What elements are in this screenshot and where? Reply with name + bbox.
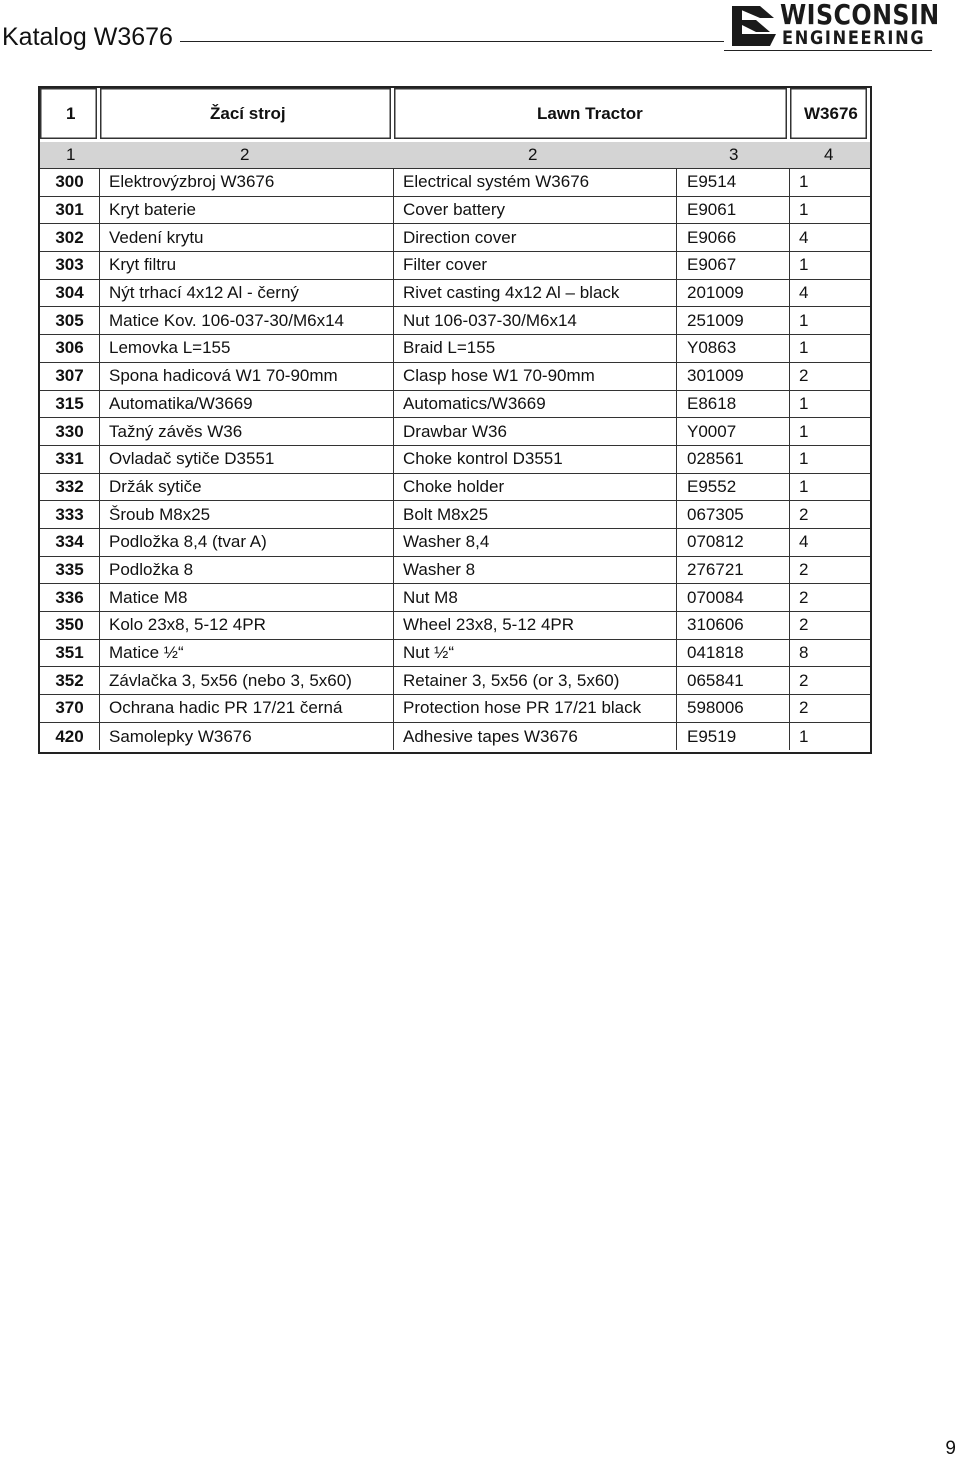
- part-code-cell: 310606: [677, 612, 790, 640]
- column-number: 2: [100, 142, 394, 169]
- position-cell: 330: [40, 418, 100, 446]
- table-row: [40, 169, 870, 197]
- quantity-cell: 1: [799, 726, 809, 746]
- quantity-cell: 8: [790, 640, 870, 668]
- parts-table: [40, 88, 870, 750]
- quantity-cell: 2: [790, 584, 870, 612]
- english-name-cell: Nut M8: [394, 584, 677, 612]
- quantity-cell: 1: [790, 252, 870, 280]
- position-cell: 370: [40, 695, 100, 723]
- english-name-cell: Automatics/W3669: [394, 391, 677, 419]
- czech-name-cell: Automatika/W3669: [100, 391, 394, 419]
- table-row: [40, 667, 870, 695]
- position-cell: 350: [40, 612, 100, 640]
- column-number: 2: [394, 142, 677, 169]
- part-code-cell: Y0863: [677, 335, 790, 363]
- part-code-cell: 201009: [677, 280, 790, 308]
- english-name-cell: Direction cover: [394, 224, 677, 252]
- czech-name-cell: Podložka 8,4 (tvar A): [100, 529, 394, 557]
- czech-name-cell: Podložka 8: [100, 557, 394, 585]
- table-row: [40, 335, 870, 363]
- part-code-cell: E9066: [677, 224, 790, 252]
- part-code-cell: 301009: [677, 363, 790, 391]
- part-code-cell: 276721: [677, 557, 790, 585]
- czech-name-cell: Kryt baterie: [100, 197, 394, 225]
- table-row: [40, 307, 870, 335]
- quantity-cell: 2: [790, 695, 870, 723]
- position-cell: 301: [40, 197, 100, 225]
- page-header: [0, 0, 960, 60]
- column-number-row: [40, 142, 870, 169]
- position-cell: 333: [40, 501, 100, 529]
- part-code-cell: 598006: [677, 695, 790, 723]
- part-code-cell: E8618: [677, 391, 790, 419]
- table-row: [40, 640, 870, 668]
- company-logo: [730, 0, 940, 50]
- table-row: [40, 695, 870, 723]
- czech-name-cell: Kryt filtru: [100, 252, 394, 280]
- quantity-cell: 2: [790, 501, 870, 529]
- english-name-cell: Retainer 3, 5x56 (or 3, 5x60): [394, 667, 677, 695]
- quantity-cell: 1: [790, 197, 870, 225]
- column-number: 4: [790, 142, 870, 169]
- table-title-row: [40, 88, 870, 142]
- english-name-cell: Washer 8,4: [394, 529, 677, 557]
- position-cell: 336: [40, 584, 100, 612]
- english-name-cell: Bolt M8x25: [394, 501, 677, 529]
- page-number: 9: [945, 1438, 956, 1459]
- czech-name-cell: Matice ½“: [100, 640, 394, 668]
- czech-name-cell: Kolo 23x8, 5-12 4PR: [100, 612, 394, 640]
- title-czech: Žací stroj: [100, 88, 394, 142]
- header-rule-right: [724, 50, 932, 51]
- part-code-cell: E9061: [677, 197, 790, 225]
- quantity-cell: 4: [790, 529, 870, 557]
- table-row: [40, 612, 870, 640]
- logo-text-primary: WISCONSIN: [780, 0, 940, 31]
- table-row: [40, 391, 870, 419]
- english-name-cell: Rivet casting 4x12 Al – black: [394, 280, 677, 308]
- quantity-cell: 1: [790, 335, 870, 363]
- position-cell: 306: [40, 335, 100, 363]
- english-name-cell: Protection hose PR 17/21 black: [394, 695, 677, 723]
- logo-text-secondary: ENGINEERING: [782, 27, 926, 49]
- czech-name-cell: Matice M8: [100, 584, 394, 612]
- part-code-cell: 251009: [677, 307, 790, 335]
- english-name-cell: Drawbar W36: [394, 418, 677, 446]
- title-english: Lawn Tractor: [394, 88, 790, 142]
- english-name-cell: Choke kontrol D3551: [394, 446, 677, 474]
- table-row: [40, 529, 870, 557]
- part-code-cell: 067305: [677, 501, 790, 529]
- column-number: 3: [677, 142, 790, 169]
- czech-name-cell: Vedení krytu: [100, 224, 394, 252]
- table-row: [40, 252, 870, 280]
- position-cell: 420: [40, 723, 100, 751]
- table-row: [40, 446, 870, 474]
- english-name-cell: Braid L=155: [394, 335, 677, 363]
- position-cell: 302: [40, 224, 100, 252]
- english-name-cell: Washer 8: [394, 557, 677, 585]
- position-cell: 335: [40, 557, 100, 585]
- czech-name-cell: Samolepky W3676: [100, 723, 394, 751]
- english-name-cell: Electrical systém W3676: [394, 169, 677, 197]
- header-rule: [180, 41, 724, 42]
- table-row: [40, 501, 870, 529]
- title-position: 1: [40, 88, 100, 142]
- table-row: [40, 584, 870, 612]
- quantity-cell: 1: [790, 446, 870, 474]
- czech-name-cell: Nýt trhací 4x12 Al - černý: [100, 280, 394, 308]
- czech-name-cell: Šroub M8x25: [100, 501, 394, 529]
- table-row: [40, 197, 870, 225]
- position-cell: 303: [40, 252, 100, 280]
- position-cell: 334: [40, 529, 100, 557]
- column-number: 1: [40, 142, 100, 169]
- table-row: [40, 418, 870, 446]
- table-row: [40, 224, 870, 252]
- quantity-cell: 1: [790, 169, 870, 197]
- english-name-cell: Nut ½“: [394, 640, 677, 668]
- document-title: Katalog W3676: [2, 23, 173, 51]
- czech-name-cell: Držák sytiče: [100, 474, 394, 502]
- position-cell: 352: [40, 667, 100, 695]
- part-code-cell: 070084: [677, 584, 790, 612]
- part-code-cell: E9067: [677, 252, 790, 280]
- quantity-cell: 1: [790, 307, 870, 335]
- part-code-cell: E9514: [677, 169, 790, 197]
- position-cell: 304: [40, 280, 100, 308]
- part-code-cell: Y0007: [677, 418, 790, 446]
- table-row: [40, 557, 870, 585]
- czech-name-cell: Ovladač sytiče D3551: [100, 446, 394, 474]
- czech-name-cell: Tažný závěs W36: [100, 418, 394, 446]
- table-row: [40, 474, 870, 502]
- position-cell: 331: [40, 446, 100, 474]
- quantity-cell: 2: [790, 363, 870, 391]
- quantity-cell: 2: [790, 612, 870, 640]
- quantity-cell: 1: [790, 391, 870, 419]
- quantity-cell: 1: [790, 474, 870, 502]
- position-cell: 351: [40, 640, 100, 668]
- part-code-cell: 028561: [677, 446, 790, 474]
- czech-name-cell: Elektrovýzbroj W3676: [100, 169, 394, 197]
- position-cell: 307: [40, 363, 100, 391]
- english-name-cell: Filter cover: [394, 252, 677, 280]
- table-row: [40, 723, 870, 751]
- quantity-cell: 1: [790, 418, 870, 446]
- position-cell: 315: [40, 391, 100, 419]
- position-cell: 332: [40, 474, 100, 502]
- part-code-cell: 041818: [677, 640, 790, 668]
- czech-name-cell: Spona hadicová W1 70-90mm: [100, 363, 394, 391]
- english-name-cell: Nut 106-037-30/M6x14: [394, 307, 677, 335]
- czech-name-cell: Závlačka 3, 5x56 (nebo 3, 5x60): [100, 667, 394, 695]
- english-name-cell: Wheel 23x8, 5-12 4PR: [394, 612, 677, 640]
- table-row: [40, 363, 870, 391]
- part-code-cell: E9552: [677, 474, 790, 502]
- part-code-cell: 065841: [677, 667, 790, 695]
- quantity-cell: 4: [790, 280, 870, 308]
- title-model: W3676: [790, 88, 870, 142]
- position-cell: 300: [40, 169, 100, 197]
- english-name-cell: Choke holder: [394, 474, 677, 502]
- quantity-cell: 2: [790, 557, 870, 585]
- english-name-cell: Cover battery: [394, 197, 677, 225]
- czech-name-cell: Lemovka L=155: [100, 335, 394, 363]
- quantity-cell: 4: [790, 224, 870, 252]
- quantity-cell: 2: [790, 667, 870, 695]
- english-name-cell: Clasp hose W1 70-90mm: [394, 363, 677, 391]
- czech-name-cell: Ochrana hadic PR 17/21 černá: [100, 695, 394, 723]
- logo-emblem-icon: [730, 2, 778, 48]
- position-cell: 305: [40, 307, 100, 335]
- part-code-cell: 070812: [677, 529, 790, 557]
- czech-name-cell: Matice Kov. 106-037-30/M6x14: [100, 307, 394, 335]
- part-code-cell: E9519: [677, 723, 790, 751]
- table-row: [40, 280, 870, 308]
- english-name-cell: Adhesive tapes W3676: [394, 723, 677, 751]
